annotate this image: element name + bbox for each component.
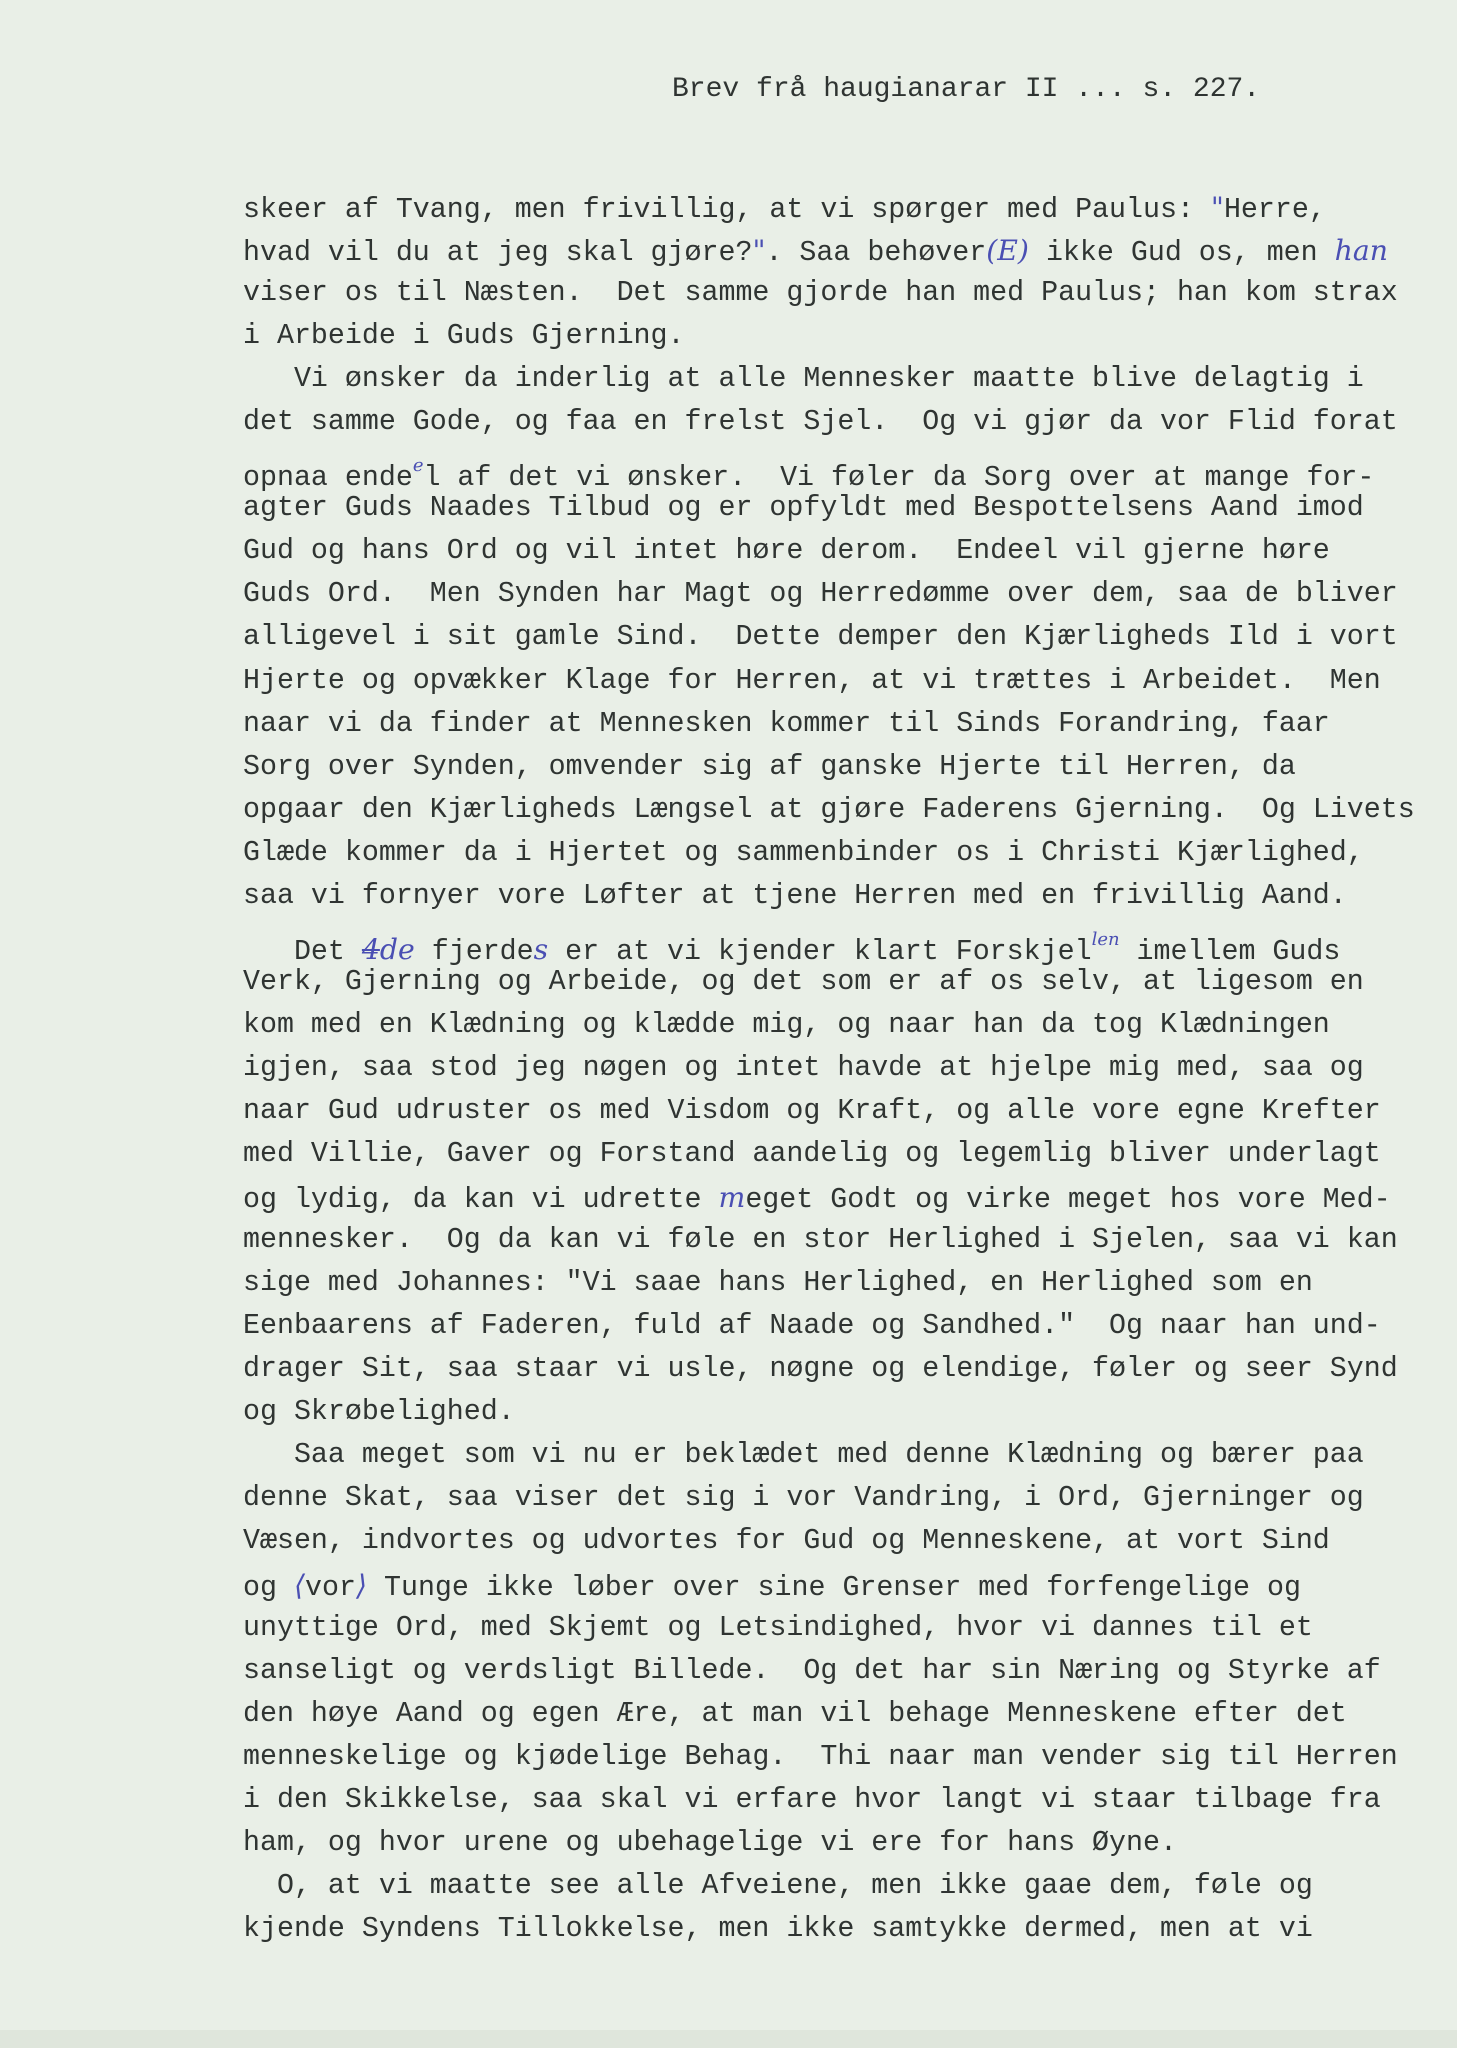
handwritten-annotation: ⟩ (355, 1568, 367, 1602)
typed-text: Gud og hans Ord og vil intet høre derom. Endeel vil gjerne høre (243, 535, 1330, 568)
typed-text: Eenbaarens af Faderen, fuld af Naade og Sandhed." Og naar han und- (243, 1310, 1381, 1343)
faint-archive-stamp (688, 18, 1278, 40)
text-line (243, 573, 1443, 616)
typed-text: kjende Syndens Tillokkelse, men ikke samtykke dermed, men at vi (243, 1912, 1313, 1945)
typed-text: Det (243, 935, 362, 968)
typed-text: drager Sit, saa staar vi usle, nøgne og elendige, føler og seer Synd (243, 1353, 1398, 1386)
handwritten-annotation: " (1210, 191, 1224, 224)
typed-text: ham, og hvor urene og ubehagelige vi ere for hans Øyne. (243, 1826, 1177, 1859)
text-line (243, 660, 1443, 703)
handwritten-annotation: s (533, 932, 549, 966)
text-line (243, 832, 1443, 875)
handwritten-annotation: " (752, 234, 766, 268)
handwritten-annotation: de (379, 932, 415, 966)
typed-text: unyttige Ord, med Skjemt og Letsindighed, hvor vi dannes til et (243, 1611, 1313, 1644)
text-line (243, 1520, 1443, 1563)
text-line (243, 616, 1443, 659)
text-line (243, 315, 1443, 358)
typed-text: imellem Guds (1119, 935, 1341, 968)
typed-text: denne Skat, saa viser det sig i vor Vandring, i Ord, Gjerninger og (243, 1482, 1364, 1515)
typed-text: fjerde (414, 935, 534, 968)
text-line (243, 1348, 1443, 1391)
typed-text: alligevel i sit gamle Sind. Dette demper den Kjærligheds Ild i vort (243, 621, 1398, 654)
typed-text: det samme Gode, og faa en frelst Sjel. Og vi gjør da vor Flid forat (243, 406, 1398, 439)
text-line (243, 530, 1443, 573)
text-line (243, 1047, 1443, 1090)
text-line (243, 1822, 1443, 1865)
handwritten-annotation: e (412, 455, 424, 477)
handwritten-annotation: (E) (986, 234, 1029, 268)
text-line (243, 272, 1443, 315)
text-line (243, 229, 1443, 272)
typed-text: mennesker. Og da kan vi føle en stor Herlighed i Sjelen, saa vi kan (243, 1224, 1398, 1257)
text-line (243, 1305, 1443, 1348)
typed-text: Tunge ikke løber over sine Grenser med forfengelige og (367, 1571, 1301, 1604)
text-line (243, 1607, 1443, 1650)
typed-text: Væsen, indvortes og udvortes for Gud og Menneskene, at vort Sind (243, 1525, 1330, 1558)
text-line (243, 1176, 1443, 1219)
typed-text: opnaa ende (243, 462, 413, 495)
text-line (243, 1004, 1443, 1047)
typed-text: Vi ønsker da inderlig at alle Mennesker maatte blive delagtig i (243, 363, 1364, 396)
typed-text: i den Skikkelse, saa skal vi erfare hvor langt vi staar tilbage fra (243, 1783, 1381, 1816)
typed-text: naar vi da finder at Mennesken kommer til Sinds Forandring, faar (243, 707, 1330, 740)
typed-text: agter Guds Naades Tilbud og er opfyldt med Bespottelsens Aand imod (243, 492, 1364, 525)
text-line (243, 1865, 1443, 1908)
letter-body (243, 186, 1443, 1951)
text-line (243, 401, 1443, 444)
page-header: Brev frå haugianarar II ... s. 227. (672, 74, 1261, 105)
typed-text: sige med Johannes: "Vi saae hans Herlighed, en Herlighed som en (243, 1267, 1313, 1300)
typed-text: Guds Ord. Men Synden har Magt og Herredømme over dem, saa de bliver (243, 578, 1398, 611)
text-line (243, 1219, 1443, 1262)
typed-text: i Arbeide i Guds Gjerning. (243, 320, 685, 353)
text-line (243, 358, 1443, 401)
text-line (243, 487, 1443, 530)
text-line (243, 875, 1443, 918)
text-line (243, 1434, 1443, 1477)
typed-text: og lydig, da kan vi udrette (243, 1184, 719, 1217)
typed-text: Glæde kommer da i Hjertet og sammenbinder os i Christi Kjærlighed, (243, 836, 1364, 869)
text-line (243, 1133, 1443, 1176)
typed-text: Hjerte og opvækker Klage for Herren, at vi trættes i Arbeidet. Men (243, 664, 1381, 697)
text-line (243, 444, 1443, 495)
typed-text: med Villie, Gaver og Forstand aandelig og legemlig bliver underlagt (243, 1138, 1381, 1171)
text-line (243, 186, 1443, 229)
typed-text: Herre, (1223, 194, 1326, 226)
typed-text: opgaar den Kjærligheds Længsel at gjøre Faderens Gjerning. Og Livets (243, 793, 1415, 826)
typed-text: sanseligt og verdsligt Billede. Og det har sin Næring og Styrke af (243, 1654, 1381, 1687)
text-line (243, 1477, 1443, 1520)
handwritten-annotation: len (1091, 928, 1120, 950)
text-line (243, 789, 1443, 832)
text-line (243, 1564, 1443, 1607)
text-line (243, 918, 1443, 968)
typed-text: ikke Gud os, men (1028, 237, 1335, 270)
typed-text: Saa meget som vi nu er beklædet med denne Klædning og bærer paa (243, 1439, 1364, 1472)
typed-text: saa vi fornyer vore Løfter at tjene Herren med en frivillig Aand. (243, 879, 1347, 912)
handwritten-annotation: han (1334, 234, 1388, 268)
typed-text: . Saa behøver (765, 237, 987, 270)
typed-text: eget Godt og virke meget hos vore Med- (745, 1184, 1391, 1217)
handwritten-annotation: m (718, 1181, 746, 1215)
typed-text: l af det vi ønsker. Vi føler da Sorg over at mange for- (423, 462, 1375, 495)
text-line (243, 703, 1443, 746)
text-line (243, 1391, 1443, 1434)
typed-text: den høye Aand og egen Ære, at man vil behage Menneskene efter det (243, 1697, 1347, 1730)
typed-text: kom med en Klædning og klædde mig, og naar han da tog Klædningen (243, 1008, 1330, 1041)
text-line (243, 1908, 1443, 1951)
typed-text: og (243, 1571, 294, 1604)
handwritten-annotation: 4 (361, 932, 380, 966)
typed-text: er at vi kjender klart Forskjel (548, 935, 1092, 968)
text-line (243, 1090, 1443, 1133)
typed-text: O, at vi maatte see alle Afveiene, men ikke gaae dem, føle og (243, 1869, 1313, 1902)
scan-edge (0, 2030, 1457, 2048)
text-line (243, 1262, 1443, 1305)
typed-text: Sorg over Synden, omvender sig af ganske Hjerte til Herren, da (243, 750, 1296, 783)
typed-text: vor (305, 1571, 356, 1604)
text-line (243, 746, 1443, 789)
text-line (243, 961, 1443, 1004)
typed-text: igjen, saa stod jeg nøgen og intet havde at hjelpe mig med, saa og (243, 1051, 1364, 1084)
typed-text: viser os til Næsten. Det samme gjorde han med Paulus; han kom strax (243, 277, 1398, 310)
text-line (243, 1650, 1443, 1693)
typed-text: hvad vil du at jeg skal gjøre? (243, 237, 753, 270)
typed-text: Verk, Gjerning og Arbeide, og det som er af os selv, at ligesom en (243, 965, 1364, 998)
typed-text: naar Gud udruster os med Visdom og Kraft, og alle vore egne Krefter (243, 1094, 1381, 1127)
handwritten-annotation: ⟨ (293, 1568, 305, 1602)
typed-text: skeer af Tvang, men frivillig, at vi spørger med Paulus: (243, 194, 1211, 226)
typed-text: menneskelige og kjødelige Behag. Thi naar man vender sig til Herren (243, 1740, 1398, 1773)
typed-text: og Skrøbelighed. (243, 1396, 515, 1429)
text-line (243, 1736, 1443, 1779)
text-line (243, 1693, 1443, 1736)
text-line (243, 1779, 1443, 1822)
